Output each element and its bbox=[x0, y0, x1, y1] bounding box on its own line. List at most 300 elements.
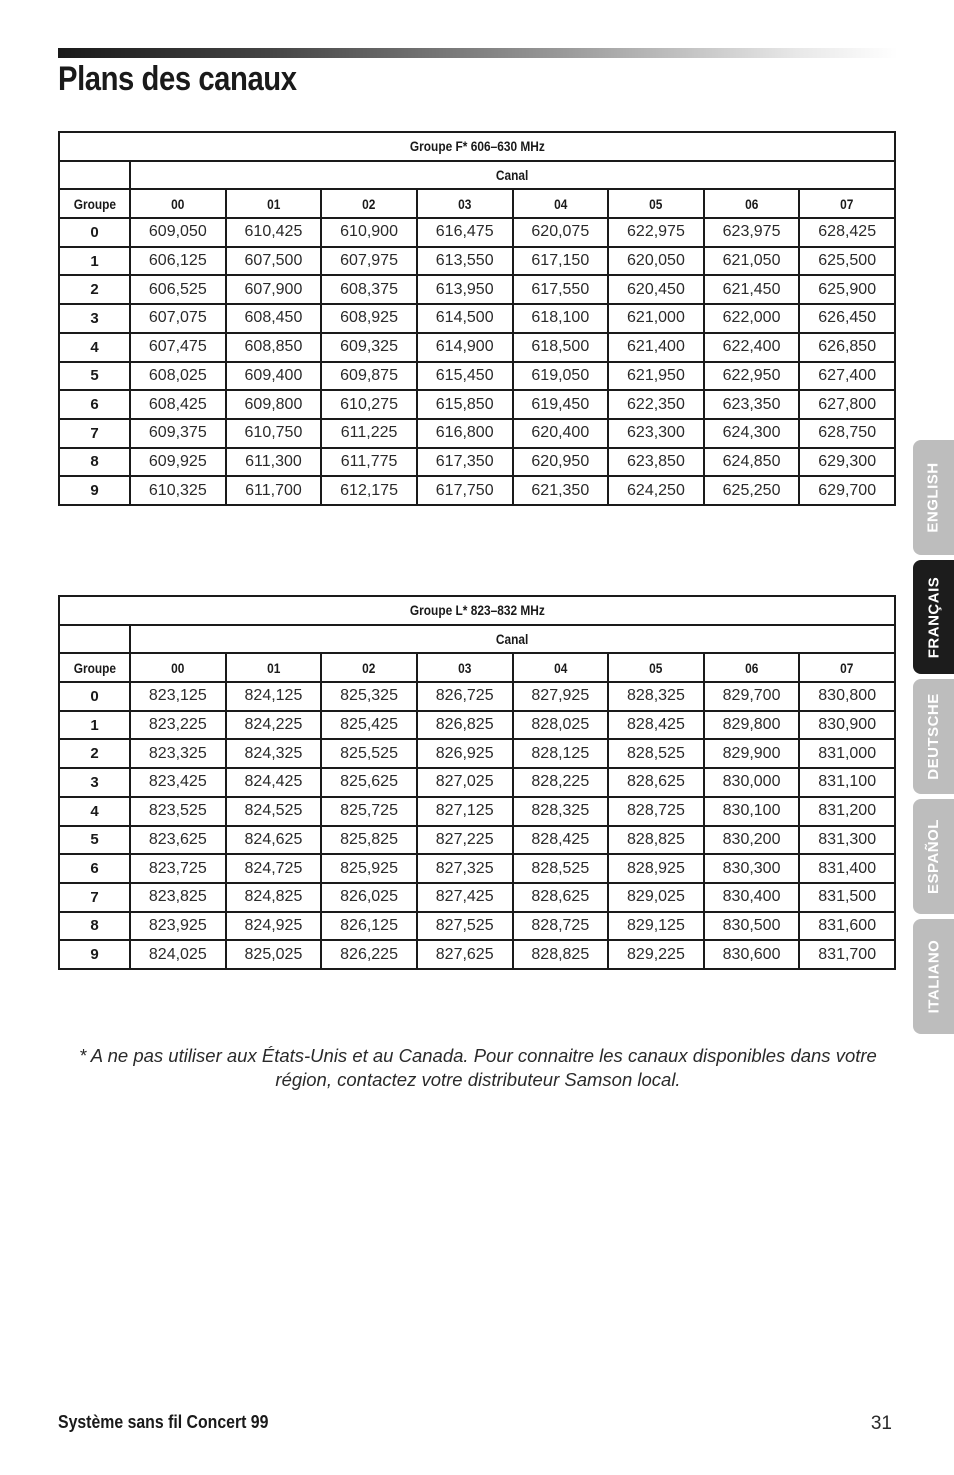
frequency-cell bbox=[704, 448, 800, 477]
lang-tab-espanol[interactable] bbox=[913, 799, 954, 914]
frequency-cell bbox=[226, 247, 322, 276]
frequency-cell-text: 625,500 bbox=[818, 252, 877, 270]
frequency-cell-text: 828,125 bbox=[531, 744, 590, 762]
frequency-cell-text: 610,275 bbox=[340, 395, 398, 413]
frequency-cell bbox=[321, 912, 417, 941]
frequency-cell bbox=[513, 883, 609, 912]
frequency-cell-text: 627,800 bbox=[818, 395, 877, 413]
frequency-cell bbox=[704, 419, 800, 448]
frequency-cell bbox=[226, 797, 322, 826]
frequency-cell bbox=[226, 854, 322, 883]
frequency-cell-text: 824,625 bbox=[244, 830, 303, 848]
frequency-cell-text: 614,900 bbox=[435, 338, 494, 356]
frequency-cell bbox=[130, 739, 226, 768]
frequency-cell bbox=[513, 940, 609, 969]
frequency-cell-text: 626,850 bbox=[818, 338, 877, 356]
frequency-cell bbox=[130, 711, 226, 740]
group-number-cell-text: 0 bbox=[90, 687, 99, 705]
frequency-cell bbox=[130, 275, 226, 304]
group-number-cell-text: 4 bbox=[90, 338, 99, 356]
frequency-cell-text: 831,700 bbox=[818, 945, 877, 963]
frequency-cell bbox=[417, 275, 513, 304]
frequency-cell-text: 613,950 bbox=[435, 280, 494, 298]
frequency-cell bbox=[321, 797, 417, 826]
frequency-cell bbox=[608, 390, 704, 419]
frequency-cell-text: 620,050 bbox=[627, 252, 685, 270]
frequency-cell-text: 823,125 bbox=[148, 687, 207, 705]
frequency-cell bbox=[417, 218, 513, 247]
frequency-cell bbox=[321, 333, 417, 362]
frequency-cell-text: 616,475 bbox=[435, 223, 494, 241]
frequency-cell bbox=[799, 247, 895, 276]
frequency-cell bbox=[608, 797, 704, 826]
table-row bbox=[59, 247, 895, 276]
group-number-cell-text: 2 bbox=[90, 281, 99, 299]
frequency-cell-text: 828,825 bbox=[531, 945, 590, 963]
frequency-cell-text: 622,975 bbox=[627, 223, 685, 241]
frequency-cell bbox=[130, 797, 226, 826]
frequency-cell bbox=[321, 826, 417, 855]
frequency-cell-text: 830,300 bbox=[722, 859, 781, 877]
frequency-cell bbox=[130, 476, 226, 505]
footnote-line-1: * A ne pas utiliser aux États-Unis et au Canada. Pour connaitre les canaux disponibles dans votre bbox=[79, 1045, 877, 1066]
frequency-cell bbox=[321, 218, 417, 247]
frequency-cell-text: 610,325 bbox=[148, 481, 207, 499]
column-header bbox=[226, 653, 322, 682]
frequency-cell-text: 628,750 bbox=[818, 424, 877, 442]
frequency-cell bbox=[799, 797, 895, 826]
lang-tab-italiano[interactable] bbox=[913, 919, 954, 1034]
column-header bbox=[417, 189, 513, 218]
frequency-cell-text: 825,625 bbox=[340, 773, 398, 791]
frequency-cell-text: 610,900 bbox=[340, 223, 398, 241]
channel-plan-table-f bbox=[58, 131, 896, 506]
frequency-cell-text: 609,050 bbox=[148, 223, 207, 241]
frequency-cell bbox=[704, 912, 800, 941]
frequency-cell-text: 621,000 bbox=[627, 309, 685, 327]
frequency-cell bbox=[704, 711, 800, 740]
column-header-text: 00 bbox=[171, 659, 185, 676]
frequency-cell-text: 823,825 bbox=[148, 888, 207, 906]
column-header bbox=[799, 189, 895, 218]
frequency-cell-text: 620,450 bbox=[627, 280, 685, 298]
frequency-cell bbox=[704, 739, 800, 768]
page-number: 31 bbox=[870, 1413, 892, 1434]
frequency-cell bbox=[417, 448, 513, 477]
frequency-cell-text: 617,750 bbox=[435, 481, 494, 499]
channel-plan-table-l bbox=[58, 595, 896, 970]
frequency-cell-text: 827,625 bbox=[435, 945, 494, 963]
frequency-cell bbox=[417, 682, 513, 711]
table-row bbox=[59, 940, 895, 969]
frequency-cell-text: 829,125 bbox=[627, 916, 685, 934]
frequency-cell bbox=[130, 912, 226, 941]
groupe-header-text: Groupe bbox=[73, 659, 116, 676]
frequency-cell-text: 826,125 bbox=[340, 916, 398, 934]
table-title bbox=[59, 596, 895, 625]
table-row bbox=[59, 419, 895, 448]
frequency-cell-text: 830,100 bbox=[722, 802, 781, 820]
frequency-cell-text: 607,975 bbox=[340, 252, 398, 270]
column-header-text: 02 bbox=[362, 659, 376, 676]
frequency-cell-text: 829,800 bbox=[722, 716, 781, 734]
frequency-cell-text: 614,500 bbox=[435, 309, 494, 327]
frequency-cell-text: 607,475 bbox=[148, 338, 207, 356]
group-number-cell bbox=[59, 218, 130, 247]
frequency-cell bbox=[226, 275, 322, 304]
frequency-cell bbox=[799, 390, 895, 419]
frequency-cell-text: 617,550 bbox=[531, 280, 590, 298]
frequency-cell bbox=[130, 854, 226, 883]
frequency-cell-text: 607,075 bbox=[148, 309, 207, 327]
frequency-cell-text: 622,950 bbox=[722, 366, 781, 384]
frequency-cell-text: 624,250 bbox=[627, 481, 685, 499]
frequency-cell bbox=[608, 912, 704, 941]
frequency-cell-text: 828,825 bbox=[627, 830, 685, 848]
table-row bbox=[59, 218, 895, 247]
frequency-cell-text: 622,000 bbox=[722, 309, 781, 327]
group-number-cell bbox=[59, 275, 130, 304]
frequency-cell bbox=[608, 768, 704, 797]
frequency-cell bbox=[513, 912, 609, 941]
frequency-cell-text: 828,325 bbox=[627, 687, 685, 705]
frequency-cell bbox=[513, 854, 609, 883]
lang-tab-label: DEUTSCHE bbox=[925, 693, 943, 780]
column-header-text: 06 bbox=[744, 659, 759, 676]
column-header-text: 06 bbox=[744, 195, 759, 212]
frequency-cell-text: 609,325 bbox=[340, 338, 398, 356]
table-row bbox=[59, 826, 895, 855]
frequency-cell-text: 823,325 bbox=[148, 744, 207, 762]
frequency-cell-text: 608,450 bbox=[244, 309, 303, 327]
group-number-cell-text: 1 bbox=[90, 716, 99, 734]
frequency-cell-text: 828,225 bbox=[531, 773, 590, 791]
group-number-cell bbox=[59, 682, 130, 711]
column-header bbox=[130, 189, 226, 218]
frequency-cell bbox=[513, 304, 609, 333]
frequency-cell-text: 610,750 bbox=[244, 424, 303, 442]
column-header-text: 03 bbox=[458, 195, 472, 212]
column-header-text: 00 bbox=[171, 195, 185, 212]
lang-tab-english[interactable] bbox=[913, 440, 954, 555]
frequency-cell bbox=[417, 247, 513, 276]
frequency-cell-text: 831,300 bbox=[818, 830, 877, 848]
frequency-cell bbox=[608, 940, 704, 969]
column-header bbox=[321, 653, 417, 682]
frequency-cell bbox=[608, 304, 704, 333]
frequency-cell bbox=[226, 304, 322, 333]
frequency-cell-text: 829,025 bbox=[627, 888, 685, 906]
frequency-cell bbox=[704, 883, 800, 912]
frequency-cell bbox=[226, 682, 322, 711]
frequency-cell bbox=[704, 362, 800, 391]
column-header bbox=[321, 189, 417, 218]
frequency-cell bbox=[417, 476, 513, 505]
frequency-cell-text: 628,425 bbox=[818, 223, 877, 241]
frequency-cell-text: 828,425 bbox=[531, 830, 590, 848]
frequency-cell bbox=[226, 768, 322, 797]
frequency-cell bbox=[226, 940, 322, 969]
groupe-header bbox=[59, 653, 130, 682]
frequency-cell-text: 617,150 bbox=[531, 252, 590, 270]
frequency-cell-text: 830,600 bbox=[722, 945, 781, 963]
frequency-cell bbox=[513, 448, 609, 477]
group-number-cell bbox=[59, 419, 130, 448]
frequency-cell-text: 610,425 bbox=[244, 223, 303, 241]
column-header bbox=[226, 189, 322, 218]
frequency-cell-text: 621,950 bbox=[627, 366, 685, 384]
frequency-cell bbox=[608, 275, 704, 304]
lang-tab-label: ITALIANO bbox=[925, 939, 942, 1014]
frequency-cell-text: 619,050 bbox=[531, 366, 590, 384]
frequency-cell bbox=[321, 247, 417, 276]
frequency-cell-text: 823,225 bbox=[148, 716, 207, 734]
blank-corner-cell bbox=[59, 161, 130, 190]
frequency-cell-text: 615,850 bbox=[435, 395, 494, 413]
frequency-cell bbox=[608, 419, 704, 448]
frequency-cell-text: 828,625 bbox=[531, 888, 590, 906]
frequency-cell-text: 824,825 bbox=[244, 888, 303, 906]
frequency-cell-text: 825,025 bbox=[244, 945, 303, 963]
group-number-cell bbox=[59, 797, 130, 826]
frequency-cell-text: 613,550 bbox=[435, 252, 494, 270]
frequency-cell bbox=[417, 711, 513, 740]
frequency-cell bbox=[704, 797, 800, 826]
group-number-cell-text: 6 bbox=[90, 860, 99, 878]
table-row bbox=[59, 797, 895, 826]
column-header-text: 04 bbox=[553, 659, 567, 676]
frequency-cell bbox=[417, 333, 513, 362]
frequency-cell bbox=[704, 854, 800, 883]
column-header bbox=[130, 653, 226, 682]
frequency-cell bbox=[608, 218, 704, 247]
lang-tab-label: ESPAÑOL bbox=[925, 819, 942, 894]
frequency-cell bbox=[513, 275, 609, 304]
frequency-cell-text: 831,100 bbox=[818, 773, 877, 791]
frequency-cell-text: 830,500 bbox=[722, 916, 781, 934]
table-row bbox=[59, 854, 895, 883]
frequency-cell-text: 826,725 bbox=[435, 687, 494, 705]
frequency-cell-text: 611,225 bbox=[340, 424, 398, 442]
frequency-cell-text: 830,800 bbox=[818, 687, 877, 705]
frequency-cell-text: 608,425 bbox=[148, 395, 207, 413]
frequency-cell-text: 826,825 bbox=[435, 716, 494, 734]
frequency-cell-text: 623,850 bbox=[627, 452, 685, 470]
frequency-cell-text: 609,375 bbox=[148, 424, 207, 442]
frequency-cell bbox=[513, 682, 609, 711]
group-number-cell bbox=[59, 333, 130, 362]
group-number-cell-text: 4 bbox=[90, 802, 99, 820]
frequency-cell-text: 828,525 bbox=[627, 744, 685, 762]
frequency-cell bbox=[608, 826, 704, 855]
group-number-cell bbox=[59, 883, 130, 912]
group-number-cell-text: 2 bbox=[90, 745, 99, 763]
frequency-cell bbox=[704, 940, 800, 969]
frequency-cell-text: 828,925 bbox=[627, 859, 685, 877]
frequency-cell bbox=[513, 768, 609, 797]
frequency-cell bbox=[704, 826, 800, 855]
frequency-cell-text: 827,425 bbox=[435, 888, 494, 906]
frequency-cell-text: 828,725 bbox=[627, 802, 685, 820]
table-title-text: Groupe F* 606–630 MHz bbox=[409, 138, 545, 155]
frequency-cell bbox=[704, 768, 800, 797]
frequency-cell bbox=[130, 247, 226, 276]
group-number-cell-text: 5 bbox=[90, 831, 99, 849]
groupe-header bbox=[59, 189, 130, 218]
frequency-cell-text: 622,350 bbox=[627, 395, 685, 413]
frequency-cell-text: 830,200 bbox=[722, 830, 781, 848]
frequency-cell bbox=[321, 739, 417, 768]
frequency-cell-text: 825,725 bbox=[340, 802, 398, 820]
frequency-cell bbox=[417, 739, 513, 768]
frequency-cell bbox=[226, 448, 322, 477]
column-header bbox=[608, 189, 704, 218]
frequency-cell-text: 830,900 bbox=[818, 716, 877, 734]
frequency-cell bbox=[226, 390, 322, 419]
frequency-cell bbox=[799, 854, 895, 883]
group-number-cell-text: 9 bbox=[90, 482, 99, 500]
frequency-cell-text: 611,775 bbox=[340, 452, 398, 470]
lang-tab-deutsche[interactable] bbox=[913, 679, 954, 794]
frequency-cell-text: 627,400 bbox=[818, 366, 877, 384]
frequency-cell-text: 824,525 bbox=[244, 802, 303, 820]
frequency-cell-text: 621,350 bbox=[531, 481, 590, 499]
group-number-cell bbox=[59, 247, 130, 276]
frequency-cell bbox=[799, 739, 895, 768]
frequency-cell bbox=[799, 768, 895, 797]
group-number-cell-text: 8 bbox=[90, 453, 99, 471]
frequency-cell bbox=[417, 362, 513, 391]
frequency-cell bbox=[417, 390, 513, 419]
frequency-cell-text: 609,800 bbox=[244, 395, 303, 413]
frequency-cell bbox=[417, 854, 513, 883]
frequency-cell-text: 826,025 bbox=[340, 888, 398, 906]
table-row bbox=[59, 912, 895, 941]
table-row bbox=[59, 333, 895, 362]
frequency-cell bbox=[799, 448, 895, 477]
canal-header bbox=[130, 161, 895, 190]
group-number-cell bbox=[59, 304, 130, 333]
frequency-cell bbox=[130, 768, 226, 797]
footnote bbox=[60, 1044, 896, 1092]
frequency-cell-text: 606,125 bbox=[148, 252, 207, 270]
column-header bbox=[704, 189, 800, 218]
frequency-cell-text: 611,300 bbox=[245, 452, 302, 470]
table-row bbox=[59, 739, 895, 768]
frequency-cell-text: 624,850 bbox=[722, 452, 781, 470]
frequency-cell bbox=[799, 275, 895, 304]
frequency-cell-text: 829,225 bbox=[627, 945, 685, 963]
frequency-cell bbox=[799, 476, 895, 505]
canal-header-row bbox=[59, 161, 895, 190]
frequency-cell-text: 828,425 bbox=[627, 716, 685, 734]
footer-product-title: Système sans fil Concert 99 bbox=[58, 1412, 269, 1432]
frequency-cell bbox=[417, 768, 513, 797]
frequency-cell bbox=[513, 362, 609, 391]
frequency-cell bbox=[130, 419, 226, 448]
frequency-cell bbox=[513, 826, 609, 855]
frequency-cell bbox=[226, 419, 322, 448]
frequency-cell-text: 625,900 bbox=[818, 280, 877, 298]
header-gradient-rule bbox=[58, 48, 898, 58]
frequency-cell bbox=[799, 333, 895, 362]
frequency-cell-text: 608,925 bbox=[340, 309, 398, 327]
frequency-cell bbox=[417, 912, 513, 941]
group-number-cell-text: 5 bbox=[90, 367, 99, 385]
frequency-cell bbox=[130, 218, 226, 247]
column-header-text: 02 bbox=[362, 195, 376, 212]
canal-header-row bbox=[59, 625, 895, 654]
frequency-cell bbox=[513, 333, 609, 362]
frequency-cell bbox=[321, 682, 417, 711]
frequency-cell-text: 826,225 bbox=[340, 945, 398, 963]
frequency-cell bbox=[799, 304, 895, 333]
group-number-cell bbox=[59, 711, 130, 740]
frequency-cell-text: 629,700 bbox=[818, 481, 877, 499]
frequency-cell bbox=[321, 362, 417, 391]
group-number-cell-text: 9 bbox=[90, 946, 99, 964]
frequency-cell bbox=[704, 304, 800, 333]
canal-header-text: Canal bbox=[496, 167, 529, 184]
frequency-cell bbox=[130, 940, 226, 969]
frequency-cell-text: 827,225 bbox=[435, 830, 494, 848]
frequency-cell bbox=[608, 739, 704, 768]
frequency-cell-text: 829,700 bbox=[722, 687, 781, 705]
frequency-cell bbox=[321, 854, 417, 883]
frequency-cell-text: 608,025 bbox=[148, 366, 207, 384]
frequency-cell bbox=[417, 304, 513, 333]
column-header-row bbox=[59, 189, 895, 218]
frequency-cell-text: 831,000 bbox=[818, 744, 877, 762]
frequency-cell bbox=[130, 390, 226, 419]
frequency-cell bbox=[513, 711, 609, 740]
frequency-cell bbox=[704, 275, 800, 304]
frequency-cell bbox=[704, 333, 800, 362]
frequency-cell bbox=[226, 218, 322, 247]
frequency-cell-text: 831,600 bbox=[818, 916, 877, 934]
frequency-cell bbox=[226, 476, 322, 505]
frequency-cell bbox=[321, 883, 417, 912]
table-row bbox=[59, 362, 895, 391]
frequency-cell-text: 824,725 bbox=[244, 859, 303, 877]
frequency-cell-text: 609,925 bbox=[148, 452, 207, 470]
frequency-cell-text: 619,450 bbox=[531, 395, 590, 413]
frequency-cell bbox=[799, 940, 895, 969]
frequency-cell-text: 823,425 bbox=[148, 773, 207, 791]
table-row bbox=[59, 304, 895, 333]
frequency-cell-text: 824,125 bbox=[244, 687, 303, 705]
table-row bbox=[59, 448, 895, 477]
group-number-cell bbox=[59, 390, 130, 419]
frequency-cell-text: 825,825 bbox=[340, 830, 398, 848]
frequency-cell-text: 824,925 bbox=[244, 916, 303, 934]
frequency-cell-text: 607,500 bbox=[244, 252, 303, 270]
column-header bbox=[513, 653, 609, 682]
frequency-cell-text: 625,250 bbox=[722, 481, 781, 499]
frequency-cell bbox=[704, 390, 800, 419]
frequency-cell bbox=[321, 275, 417, 304]
frequency-cell bbox=[608, 711, 704, 740]
frequency-cell bbox=[321, 419, 417, 448]
frequency-cell-text: 621,050 bbox=[722, 252, 781, 270]
group-number-cell-text: 8 bbox=[90, 917, 99, 935]
group-number-cell bbox=[59, 768, 130, 797]
frequency-cell-text: 828,025 bbox=[531, 716, 590, 734]
lang-tab-francais[interactable] bbox=[913, 560, 954, 674]
lang-tab-label: ENGLISH bbox=[925, 462, 942, 533]
frequency-cell-text: 826,925 bbox=[435, 744, 494, 762]
column-header bbox=[704, 653, 800, 682]
